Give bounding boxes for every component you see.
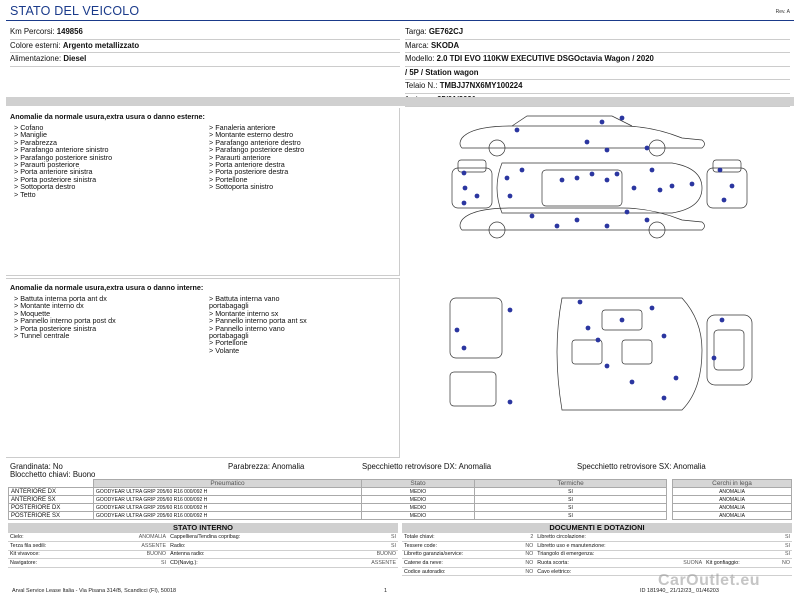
table-row: Libretto garanzia/service: NO Triangolo di emergenza: SI (404, 551, 790, 558)
list-item: > Porta posteriore sinistra (14, 174, 97, 184)
table-row: Catene da neve: NO Ruota scorta: SUONA Kit gonfiaggio: NO (404, 560, 790, 567)
table-row: Kit vivavoce: BUONO Antenna radio: BUONO (10, 551, 396, 558)
stato-interno-title: STATO INTERNO (8, 523, 398, 533)
documenti-table (402, 533, 792, 576)
list-item: > Tetto (14, 189, 36, 199)
table-row: Totale chiavi: 2 Libretto circolazione: SI (404, 534, 790, 541)
list-item: > Porta anteriore sinistra (14, 167, 93, 177)
internal-damage-title: Anomalie da normale usura,extra usura o danno interne: (10, 283, 204, 292)
internal-damage-list-1 (14, 295, 209, 339)
internal-damage-list-2 (209, 295, 399, 354)
list-item: > Pannello interno porta post dx (14, 316, 116, 326)
title-divider (6, 20, 794, 21)
fuel-value: Diesel (63, 54, 87, 63)
page-title: STATO DEL VEICOLO (10, 4, 140, 18)
list-item: > Sottoporta sinistro (209, 182, 274, 192)
list-item: > Parafango posteriore sinistro (14, 152, 113, 162)
km-value: 149856 (56, 27, 83, 36)
car-side-bottom-icon (460, 208, 705, 238)
damage-marker-icon (455, 300, 725, 405)
vehicle-info-left (10, 26, 400, 67)
header-cerchi: Cerchi in lega (673, 480, 792, 488)
table-row: ANTERIORE SX GOODYEAR ULTRA GRIP 205/60 R16 000/092 H MEDIO SI ANOMALIA (9, 496, 792, 504)
list-item: > Battuta interna vano (209, 294, 280, 303)
list-item: portabagagli (209, 331, 249, 341)
stato-interno-panel (8, 523, 398, 568)
list-item: > Parafango anteriore sinistro (14, 145, 109, 155)
color-value: Argento metallizzato (62, 40, 140, 50)
exterior-car-diagram (402, 108, 794, 276)
header-pneumatico: Pneumatico (94, 480, 362, 488)
table-row: POSTERIORE SX GOODYEAR ULTRA GRIP 205/60 R16 000/092 H MEDIO SI ANOMALIA (9, 512, 792, 520)
external-damage-title: Anomalie da normale usura,extra usura o danno esterne: (10, 112, 205, 121)
list-item: > Porta anteriore destra (209, 160, 285, 170)
modello-row: Modello: 2.0 TDI EVO 110KW EXECUTIVE DSGOctavia Wagon / 2020 (405, 53, 790, 67)
stato-interno-table (8, 533, 398, 568)
fuel-row: Alimentazione: Diesel (10, 53, 400, 67)
list-item: > Paraurti posteriore (14, 160, 80, 170)
car-side-top-icon (460, 116, 705, 156)
footer-code: ID 181940_ 21/12/23_ 01/46203 (640, 588, 719, 594)
telaio-value: TMBJJ7NX6MY100224 (439, 81, 523, 90)
table-row: Codice autoradio: NO Cavo elettrico: (402, 567, 792, 576)
list-item: > Porta posteriore sinistra (14, 323, 97, 333)
list-item: > Portellone (209, 338, 248, 348)
list-item: > Battuta interna porta ant dx (14, 294, 107, 303)
header-termiche: Termiche (475, 480, 667, 488)
list-item: > Montante interno sx (209, 308, 279, 318)
blocchetto-status: Blocchetto chiavi: Buono (10, 470, 96, 479)
list-item: > Maniglie (14, 130, 47, 140)
list-item: > Paraurti anteriore (209, 152, 271, 162)
modello-row-2: / 5P / Station wagon (405, 67, 790, 81)
list-item: > Parafango anteriore destro (209, 137, 301, 147)
vehicle-info-right (405, 26, 790, 107)
specchietto-sx-status: Specchietto retrovisore SX: Anomalia (577, 462, 706, 471)
internal-damage-panel (6, 278, 400, 458)
car-front-icon (452, 160, 492, 208)
parabrezza-status: Parabrezza: Anomalia (228, 462, 305, 471)
list-item: > Volante (209, 345, 240, 355)
interior-car-diagram (402, 280, 794, 456)
list-item: > Portellone (209, 174, 248, 184)
list-item: > Parafango posteriore destro (209, 145, 305, 155)
car-rear-icon (707, 160, 747, 208)
section-bar (6, 97, 794, 106)
telaio-row: Telaio N.: TMBJJ7NX6MY100224 (405, 80, 790, 94)
external-damage-list-2 (209, 124, 399, 191)
footer-page-number: 1 (384, 588, 388, 594)
color-row: Colore esterni: Argento metallizzato (10, 40, 400, 54)
damage-marker-icon (462, 116, 735, 229)
tyres-table (8, 479, 792, 520)
documenti-panel (402, 523, 792, 576)
modello-value: 2.0 TDI EVO 110KW EXECUTIVE DSGOctavia Wagon / 2020 (436, 54, 654, 63)
table-row: Cielo: ANOMALIA Cappelliera/Tendina copribag: SI (10, 534, 396, 541)
table-row: POSTERIORE DX GOODYEAR ULTRA GRIP 205/60 R16 000/092 H MEDIO SI ANOMALIA (9, 504, 792, 512)
marca-value: SKODA (431, 40, 460, 50)
list-item: > Pannello interno porta ant sx (209, 316, 307, 326)
list-item: > Sottoporta destro (14, 182, 76, 192)
km-row: Km Percorsi: 149856 (10, 26, 400, 40)
documenti-title: DOCUMENTI E DOTAZIONI (402, 523, 792, 533)
trunk-icon (707, 315, 752, 385)
table-row: Navigatore: SI CD(Navig.): ASSENTE (10, 560, 396, 567)
marca-row: Marca: SKODA (405, 40, 790, 54)
list-item: portabagagli (209, 301, 249, 311)
list-item: > Moquette (14, 308, 51, 318)
grandinata-status: Grandinata: No (10, 462, 63, 471)
list-item: > Fanaleria anteriore (209, 123, 276, 132)
revision-label: Rev. A (775, 9, 790, 15)
interior-top-view-icon (557, 298, 702, 410)
targa-value: GE762CJ (428, 27, 464, 36)
table-row: Tessere code: NO Libretto uso e manutenzione: SI (404, 542, 790, 549)
header-stato: Stato (362, 480, 475, 488)
footer-address: Arval Service Lease Italia - Via Pisana 314/B, Scandicci (FI), 50018 (12, 588, 177, 594)
table-row: ANTERIORE DX GOODYEAR ULTRA GRIP 205/60 R16 000/092 H MEDIO SI ANOMALIA (9, 488, 792, 496)
specchietto-dx-status: Specchietto retrovisore DX: Anomalia (362, 462, 492, 471)
table-row: Terza fila sedili: ASSENTE Radio: SI (10, 542, 396, 549)
door-panel-icon (450, 298, 502, 406)
targa-row: Targa: GE762CJ (405, 26, 790, 40)
list-item: > Tunnel centrale (14, 331, 70, 341)
external-damage-list-1 (14, 124, 209, 198)
list-item: > Cofano (14, 123, 44, 132)
list-item: > Montante esterno destro (209, 130, 294, 140)
list-item: > Montante interno dx (14, 301, 84, 311)
list-item: > Porta posteriore destra (209, 167, 289, 177)
list-item: > Pannello interno vano (209, 323, 285, 333)
watermark-logo: CarOutlet.eu (658, 572, 761, 589)
table-header-row (9, 480, 792, 488)
external-damage-panel (6, 108, 400, 276)
list-item: > Parabrezza (14, 137, 57, 147)
